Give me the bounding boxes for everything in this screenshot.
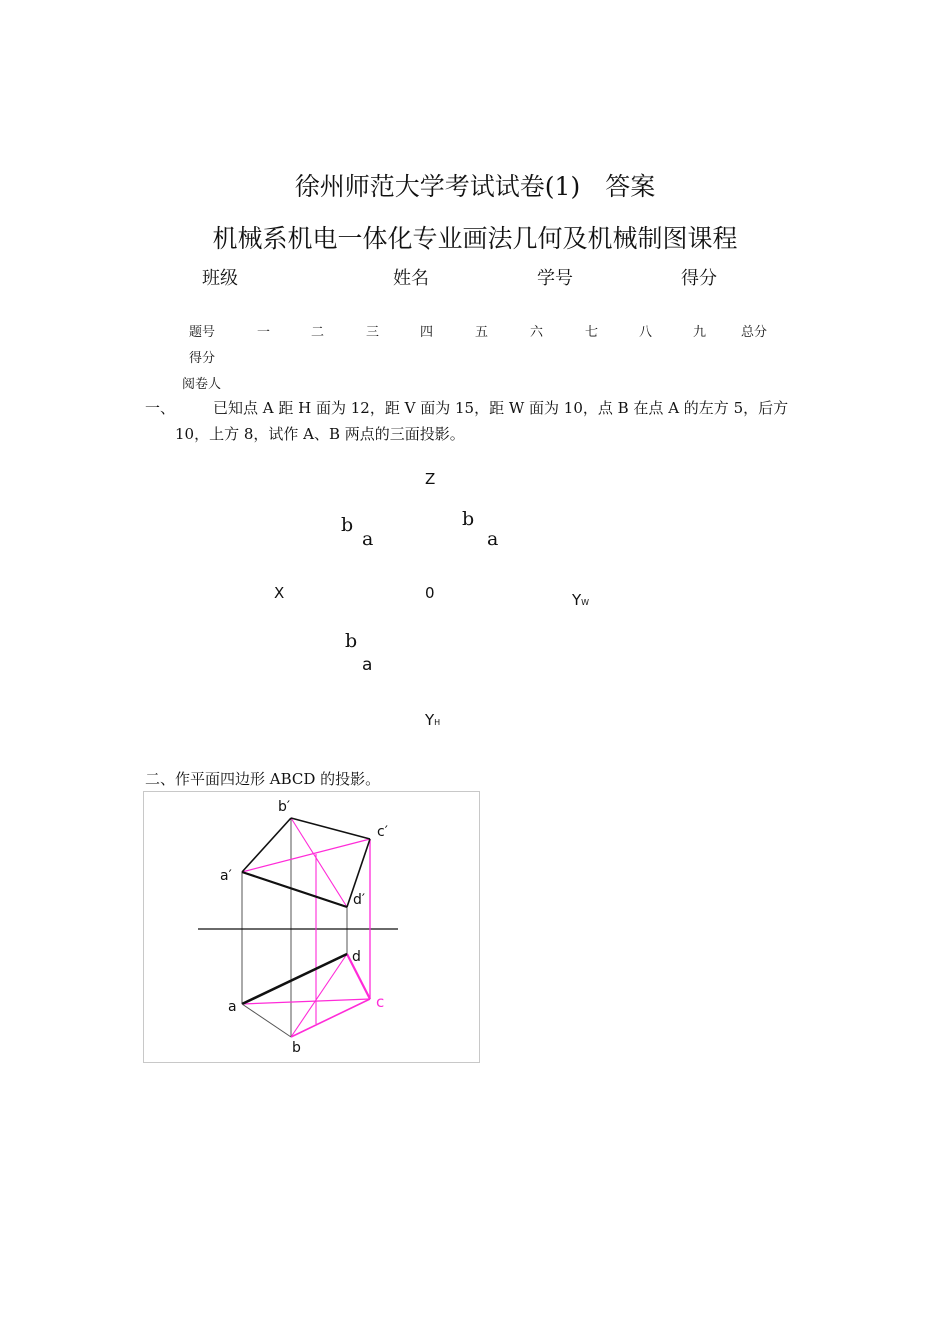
diagonal-a-c-front: [242, 839, 370, 872]
table-header-cell: 二: [311, 325, 325, 340]
point-a-side-label: a: [487, 528, 499, 550]
table-header-cell: 五: [475, 325, 489, 340]
edge-a-b-front: [242, 818, 291, 872]
label-c-prime: c′: [377, 824, 388, 840]
table-header-cell: 四: [420, 325, 434, 340]
label-a-prime: a′: [220, 868, 232, 884]
edge-a-d-top: [242, 954, 347, 1004]
label-d-prime: d′: [353, 892, 366, 908]
label-b-prime: b′: [278, 799, 291, 815]
q1-text-line2: 10，上方 8，试作 A、B 两点的三面投影。: [175, 425, 465, 443]
edge-b-c-top: [291, 999, 370, 1037]
diagonal-a-c-top: [242, 999, 370, 1004]
edge-a-b-top: [242, 1004, 291, 1037]
yw-axis-subscript: W: [581, 598, 590, 607]
yh-axis-subscript: H: [434, 718, 441, 727]
yh-axis-label: [425, 711, 440, 729]
table-row-score: 得分: [189, 351, 216, 366]
edge-a-d-front: [242, 872, 347, 907]
table-header-cell: 三: [366, 325, 380, 340]
point-b-front-label: b: [341, 514, 354, 536]
page-subtitle: 机械系机电一体化专业画法几何及机械制图课程: [212, 224, 738, 253]
table-header-cell: 九: [693, 325, 707, 340]
score-label: 得分: [681, 268, 717, 289]
q2-text: 二、作平面四边形 ABCD 的投影。: [145, 770, 381, 788]
table-header-cell: 七: [585, 325, 599, 340]
label-c: c: [376, 993, 385, 1011]
label-a: a: [228, 999, 237, 1015]
yw-axis-letter: Y: [572, 591, 582, 609]
table-header-cell: 题号: [189, 325, 216, 340]
student-id-label: 学号: [537, 268, 573, 289]
q2-quadrilateral-figure: [143, 791, 480, 1063]
name-label: 姓名: [393, 268, 429, 289]
table-header-cell: 八: [639, 325, 653, 340]
x-axis-label: X: [274, 584, 285, 602]
point-b-side-label: b: [462, 508, 475, 530]
q2-drawing: [144, 792, 481, 1064]
page-title: 徐州师范大学考试试卷(1) 答案: [294, 172, 656, 201]
point-a-front-label: a: [362, 528, 374, 550]
table-header-cell: 六: [530, 325, 544, 340]
table-header-cell: 一: [257, 325, 271, 340]
label-d: d: [352, 949, 361, 965]
yh-axis-letter: Y: [425, 711, 435, 729]
yw-axis-label: [572, 591, 589, 609]
class-label: 班级: [202, 268, 238, 289]
point-b-top-label: b: [345, 630, 358, 652]
q1-number: 一、: [145, 399, 176, 417]
origin-label: 0: [425, 584, 435, 602]
table-header-cell: 总分: [741, 325, 768, 340]
label-b: b: [292, 1040, 301, 1056]
z-axis-label: Z: [425, 470, 436, 488]
q1-text-line1: 已知点 A 距 H 面为 12，距 V 面为 15，距 W 面为 10，点 B 在点 A 的左方 5，后方: [213, 399, 789, 417]
point-a-top-label: a: [362, 655, 373, 675]
table-row-grader: 阅卷人: [182, 377, 222, 392]
